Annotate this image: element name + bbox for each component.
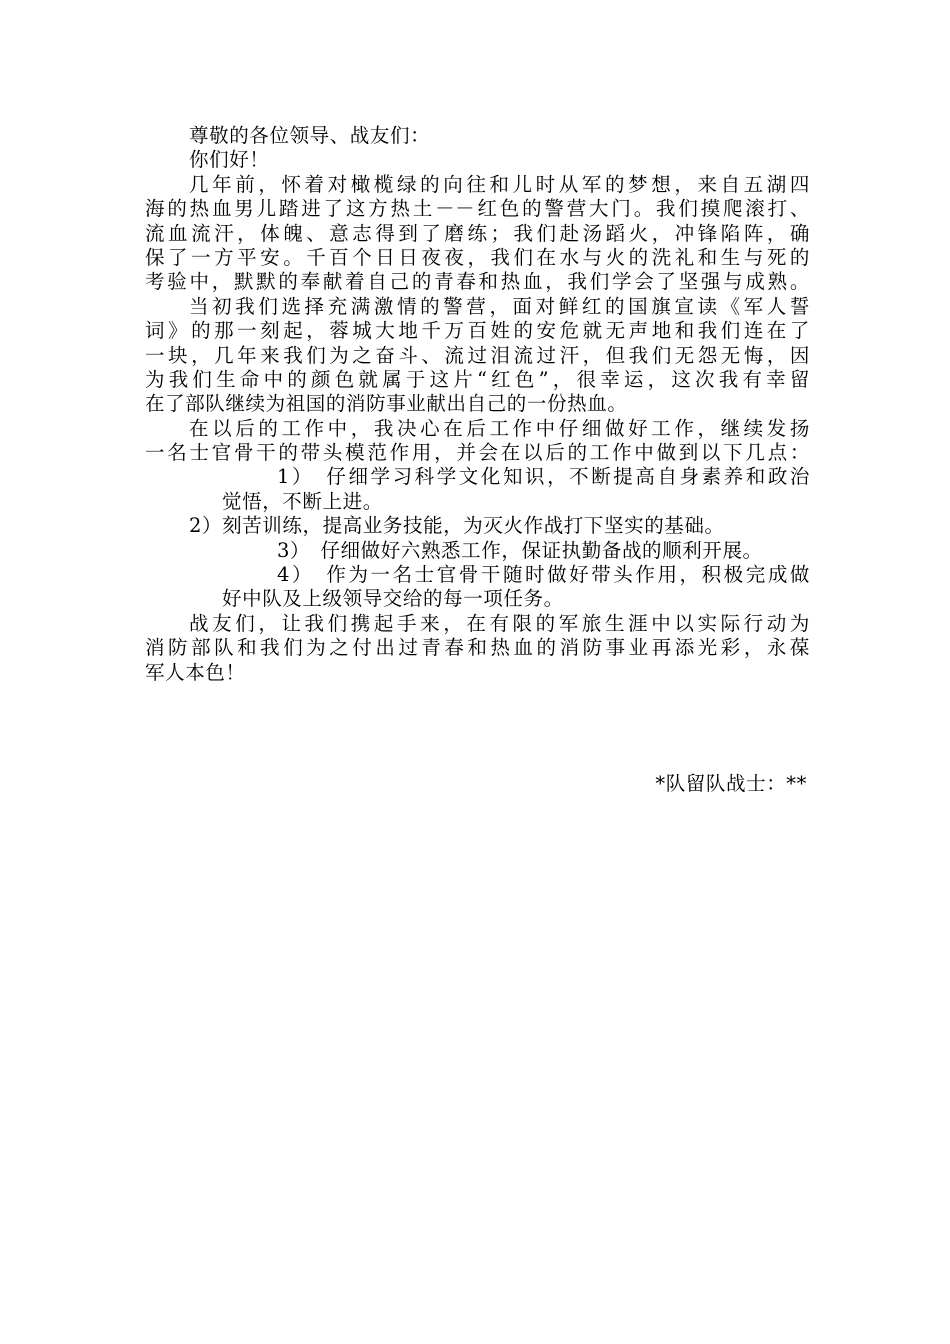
paragraph-4-line: 战友们，让我们携起手来，在有限的军旅生涯中以实际行动为 <box>189 611 810 635</box>
paragraph-1-line: 海的热血男儿踏进了这方热土－－红色的警营大门。我们摸爬滚打、 <box>145 197 810 221</box>
list-item-3: 3） 仔细做好六熟悉工作，保证执勤备战的顺利开展。 <box>277 538 763 562</box>
paragraph-1-line: 流血流汗，体魄、意志得到了磨练；我们赴汤蹈火，冲锋陷阵，确 <box>145 221 810 245</box>
paragraph-3-line: 一名士官骨干的带头模范作用，并会在以后的工作中做到以下几点： <box>145 441 810 465</box>
list-item-1: 1） 仔细学习科学文化知识，不断提高自身素养和政治 <box>277 465 810 489</box>
list-item-1-continued: 觉悟，不断上进。 <box>222 489 383 513</box>
signature: *队留队战士：** <box>655 772 807 795</box>
paragraph-4-line: 消防部队和我们为之付出过青春和热血的消防事业再添光彩，永葆 <box>145 636 810 660</box>
greeting: 你们好！ <box>189 148 270 172</box>
list-item-2: 2）刻苦训练，提高业务技能，为灭火作战打下坚实的基础。 <box>189 514 725 538</box>
paragraph-2-line: 当初我们选择充满激情的警营，面对鲜红的国旗宣读《军人誓 <box>189 294 810 318</box>
salutation: 尊敬的各位领导、战友们： <box>189 124 431 147</box>
paragraph-1-line: 保了一方平安。千百个日日夜夜，我们在水与火的洗礼和生与死的 <box>145 245 810 269</box>
paragraph-2-line: 一块，几年来我们为之奋斗、流过泪流过汗，但我们无怨无悔，因 <box>145 343 810 367</box>
paragraph-1-line: 考验中，默默的奉献着自己的青春和热血，我们学会了坚强与成熟。 <box>145 270 810 294</box>
letter-body <box>145 124 810 685</box>
paragraph-2-line: 在了部队继续为祖国的消防事业献出自己的一份热血。 <box>145 392 628 416</box>
paragraph-1-line: 几年前，怀着对橄榄绿的向往和儿时从军的梦想，来自五湖四 <box>189 172 810 196</box>
paragraph-4-line: 军人本色！ <box>145 660 246 684</box>
paragraph-2-line: 词》的那一刻起，蓉城大地千万百姓的安危就无声地和我们连在了 <box>145 319 810 343</box>
paragraph-3-line: 在以后的工作中，我决心在后工作中仔细做好工作，继续发扬 <box>189 416 810 440</box>
list-item-4: 4） 作为一名士官骨干随时做好带头作用，积极完成做 <box>277 563 810 587</box>
list-item-4-continued: 好中队及上级领导交给的每一项任务。 <box>222 587 564 611</box>
paragraph-2-line: 为我们生命中的颜色就属于这片“红色”，很幸运，这次我有幸留 <box>145 367 810 391</box>
